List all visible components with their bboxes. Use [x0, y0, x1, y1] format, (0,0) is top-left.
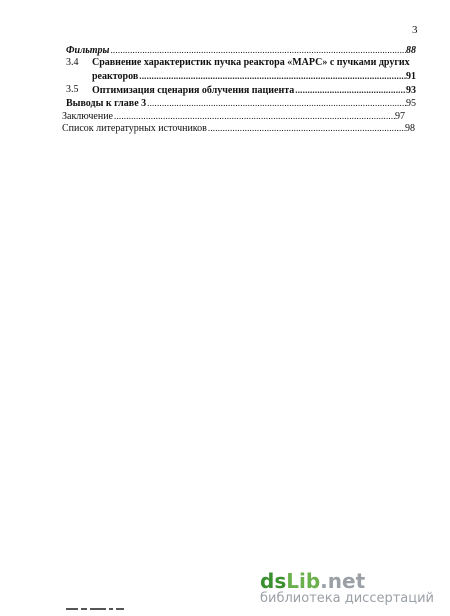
toc-entry-page: 88 [406, 45, 416, 56]
toc-leader-dots [146, 97, 406, 109]
toc-entry-page: 95 [406, 98, 416, 109]
toc-leader-dots [294, 84, 406, 96]
toc-entry-references[interactable] [62, 122, 415, 135]
toc-leader-dots [138, 70, 406, 82]
toc-entry-label: Заключение [62, 111, 113, 122]
toc-entry-label: Оптимизация сценария облучения пациента [92, 85, 295, 96]
page-number: 3 [412, 24, 418, 36]
toc-leader-dots [207, 122, 405, 134]
toc-entry-page: 91 [406, 71, 416, 82]
toc-entry-label[interactable]: Сравнение характеристик пучка реактора «МАРС» с пучками других [92, 57, 410, 68]
toc-leader-dots [113, 110, 395, 122]
toc-leader-dots [109, 44, 406, 56]
table-of-contents [0, 0, 450, 160]
toc-entry-label: Список литературных источников [62, 123, 207, 134]
toc-entry-page: 97 [395, 111, 405, 122]
toc-entry-filters[interactable] [66, 44, 416, 57]
toc-entry-chapter3-conclusions[interactable] [66, 97, 416, 110]
toc-entry-label: Выводы к главе 3 [66, 98, 147, 109]
toc-entry-label: Фильтры [66, 45, 110, 56]
toc-entry-number: 3.5 [66, 84, 79, 95]
toc-entry-mars-comparison[interactable] [92, 70, 416, 83]
watermark-subtitle: библиотека диссертаций [260, 591, 434, 606]
watermark-logo[interactable] [260, 571, 434, 606]
toc-entry-label-cont: реакторов [92, 71, 139, 82]
scan-artifact [66, 608, 126, 611]
toc-entry-optimization[interactable] [92, 84, 416, 97]
toc-entry-number: 3.4 [66, 57, 79, 68]
toc-entry-page: 93 [406, 85, 416, 96]
watermark-brand: dsLib.net [260, 569, 366, 593]
toc-entry-page: 98 [405, 123, 415, 134]
